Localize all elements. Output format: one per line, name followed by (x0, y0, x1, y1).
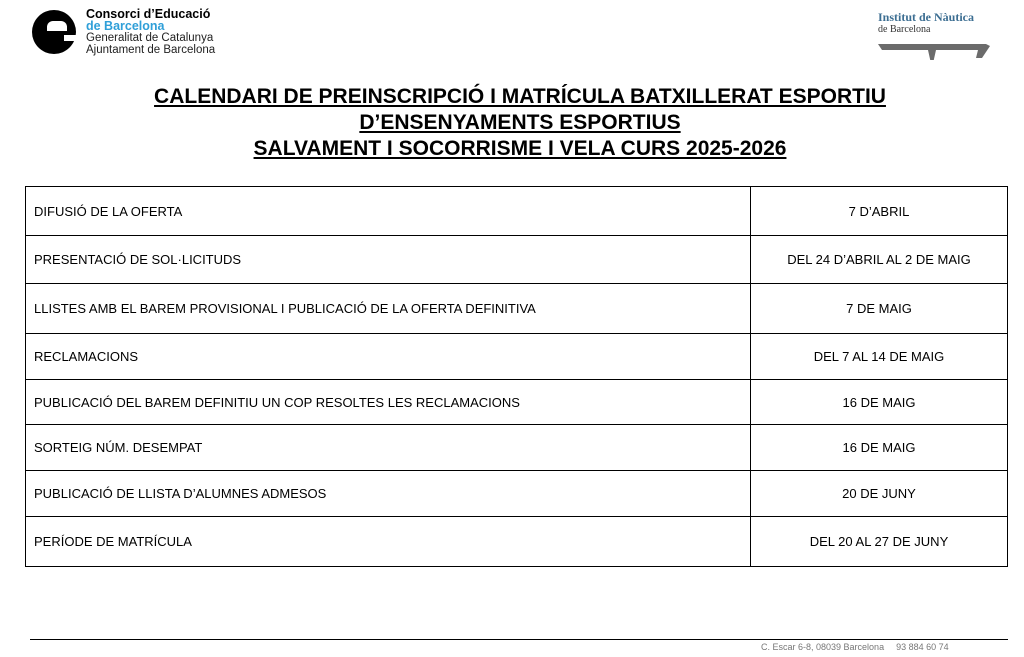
activity-cell: RECLAMACIONS (26, 334, 751, 380)
activity-cell: LLISTES AMB EL BAREM PROVISIONAL I PUBLICACIÓ DE LA OFERTA DEFINITIVA (26, 284, 751, 334)
boat-hull-icon (878, 34, 990, 60)
date-cell: 16 DE MAIG (751, 425, 1008, 471)
activity-cell: SORTEIG NÚM. DESEMPAT (26, 425, 751, 471)
footer (761, 642, 949, 652)
table-row (26, 187, 1008, 236)
consorci-logo (32, 8, 215, 56)
consorci-logo-text (86, 8, 215, 56)
calendar-table (25, 186, 1008, 567)
activity-cell: PRESENTACIÓ DE SOL·LICITUDS (26, 236, 751, 284)
title-line-1: CALENDARI DE PREINSCRIPCIÓ I MATRÍCULA BATXILLERAT ESPORTIU (154, 85, 886, 108)
date-cell: 16 DE MAIG (751, 380, 1008, 425)
logo-line-4: Ajuntament de Barcelona (86, 44, 216, 56)
date-cell: 20 DE JUNY (751, 471, 1008, 517)
logo-line-1: Consorci d’Educació (86, 7, 211, 21)
institut-nautica-logo (878, 10, 993, 60)
institut-logo-line-1: Institut de Nàutica (878, 10, 975, 24)
footer-address: C. Escar 6-8, 08039 Barcelona (761, 642, 885, 652)
title-line-3: SALVAMENT I SOCORRISME I VELA CURS 2025-2026 (253, 137, 787, 160)
consorci-e-icon (32, 10, 76, 54)
date-cell: DEL 20 AL 27 DE JUNY (751, 517, 1008, 567)
date-cell: 7 DE MAIG (751, 284, 1008, 334)
institut-logo-line-2: de Barcelona (878, 24, 931, 35)
activity-cell: PUBLICACIÓ DE LLISTA D’ALUMNES ADMESOS (26, 471, 751, 517)
logo-line-2: de Barcelona (86, 19, 165, 33)
activity-cell: PUBLICACIÓ DEL BAREM DEFINITIU UN COP RESOLTES LES RECLAMACIONS (26, 380, 751, 425)
document-title (0, 84, 1024, 162)
table-row (26, 236, 1008, 284)
table-row (26, 284, 1008, 334)
activity-cell: DIFUSIÓ DE LA OFERTA (26, 187, 751, 236)
table-row (26, 425, 1008, 471)
footer-phone: 93 884 60 74 (896, 642, 949, 652)
table-row (26, 517, 1008, 567)
date-cell: DEL 24 D’ABRIL AL 2 DE MAIG (751, 236, 1008, 284)
table-row (26, 471, 1008, 517)
table-row (26, 380, 1008, 425)
activity-cell: PERÍODE DE MATRÍCULA (26, 517, 751, 567)
table-row (26, 334, 1008, 380)
date-cell: 7 D’ABRIL (751, 187, 1008, 236)
logo-line-3: Generalitat de Catalunya (86, 32, 214, 44)
date-cell: DEL 7 AL 14 DE MAIG (751, 334, 1008, 380)
title-line-2: D’ENSENYAMENTS ESPORTIUS (359, 111, 681, 134)
footer-divider (30, 639, 1008, 640)
